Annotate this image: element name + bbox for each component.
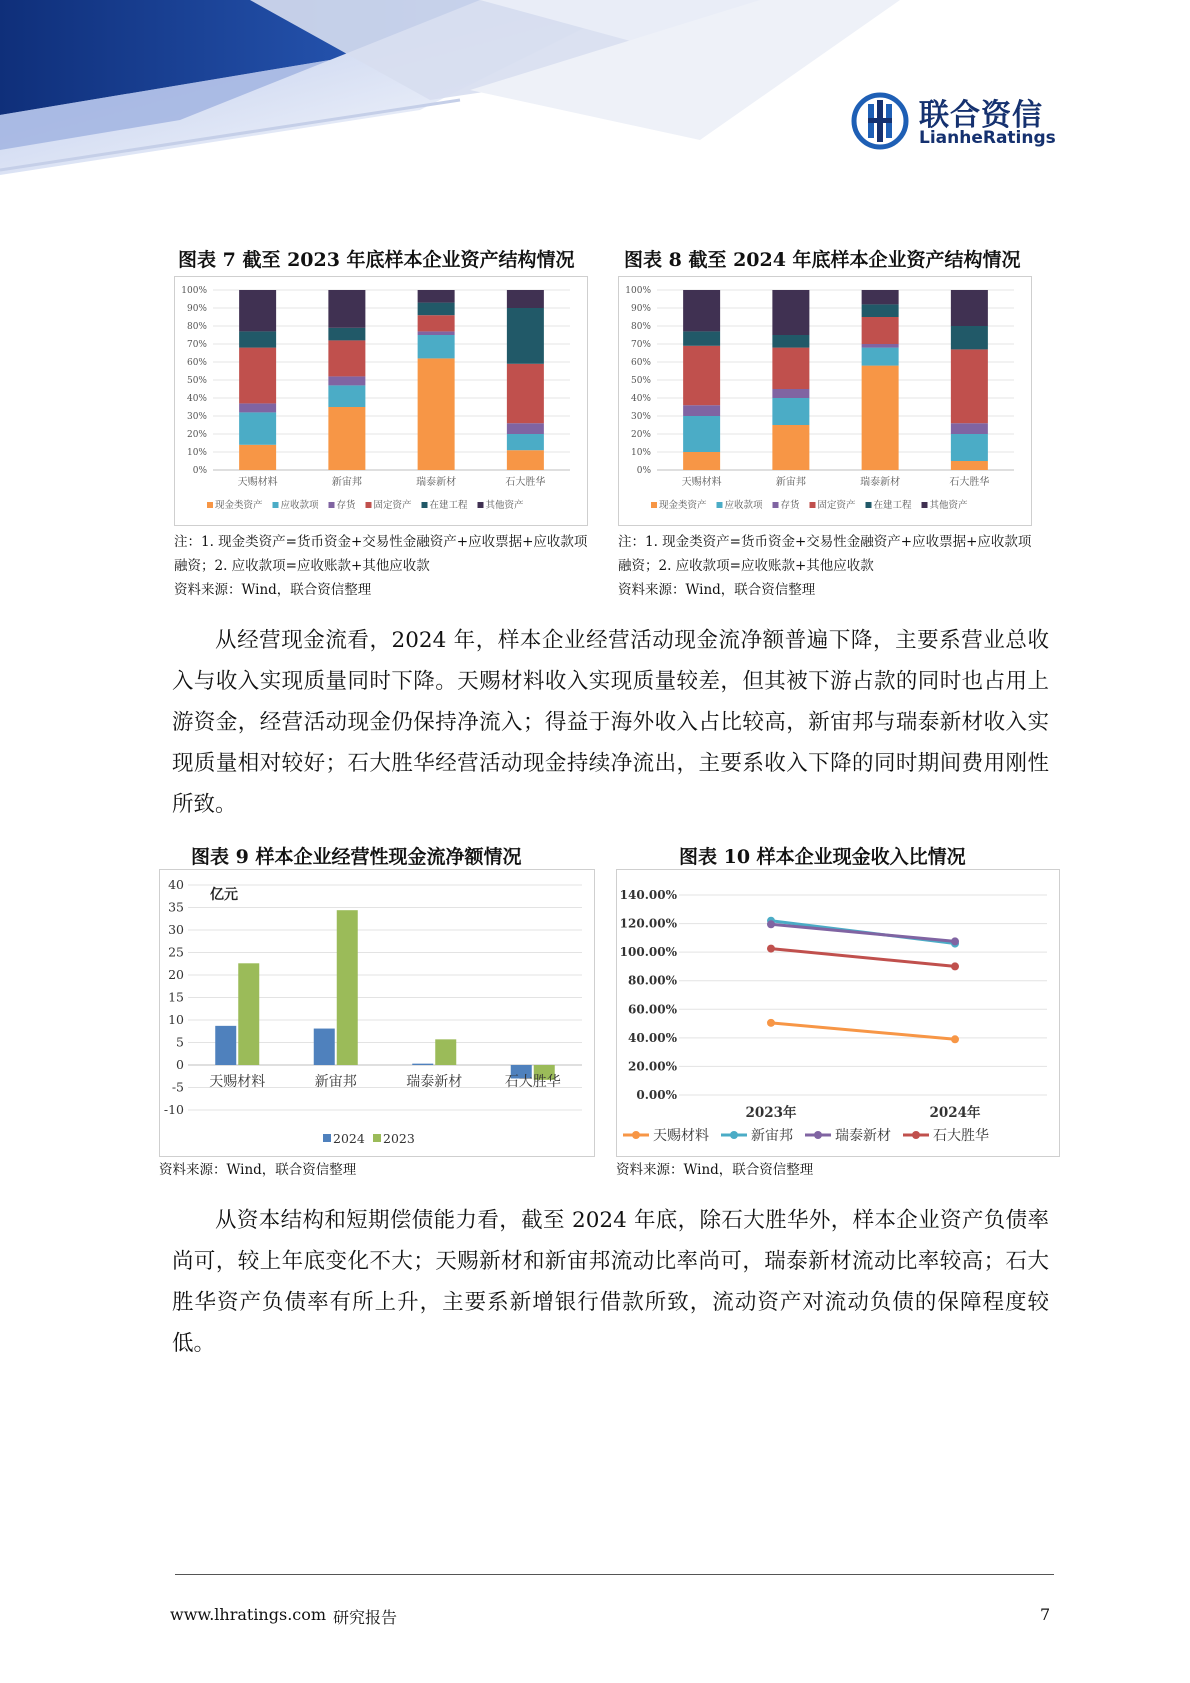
fig10-ytick-label: 0.00% (636, 1088, 677, 1102)
fig8-bar-segment (862, 304, 899, 317)
fig9-legend-swatch (323, 1134, 331, 1142)
footer-report-type: 研究报告 (333, 1608, 398, 1627)
fig9-ytick-label: 10 (168, 1012, 184, 1027)
fig8-ytick-label: 100% (625, 286, 651, 296)
fig7-chart (174, 276, 588, 526)
fig7-source: 资料来源：Wind，联合资信整理 (174, 582, 372, 598)
fig8-category-label: 石大胜华 (949, 477, 990, 488)
fig7-legend-label: 应收款项 (280, 500, 319, 511)
fig7-ytick-label: 60% (186, 358, 207, 368)
fig9-bar (435, 1039, 456, 1065)
fig7-bar-segment (507, 423, 544, 434)
fig10-ytick-label: 40.00% (628, 1030, 677, 1045)
fig7-legend-swatch (366, 502, 372, 508)
fig10-chart (616, 869, 1060, 1157)
fig9-bar (337, 910, 358, 1065)
fig9-bar (314, 1029, 335, 1065)
fig8-title: 图表 8 截至 2024 年底样本企业资产结构情况 (624, 249, 1021, 271)
fig7-ytick-label: 30% (186, 412, 207, 422)
fig8-legend-swatch (866, 502, 872, 508)
fig7-bar-segment (418, 331, 455, 335)
fig8-ytick-label: 20% (630, 430, 651, 440)
fig7-legend-swatch (207, 502, 213, 508)
fig7-bar-segment (239, 290, 276, 331)
fig7-ytick-label: 80% (186, 322, 207, 332)
fig7-ytick-label: 0% (192, 466, 207, 476)
fig9-bar (412, 1064, 433, 1065)
fig10-series-line (771, 949, 955, 967)
logo-english-name: LianheRatings (919, 128, 1056, 148)
fig8-ytick-label: 50% (630, 376, 651, 386)
fig10-legend-label: 石大胜华 (933, 1128, 989, 1144)
fig9-ytick-label: -10 (163, 1102, 184, 1117)
fig10-ytick-label: 60.00% (628, 1002, 677, 1017)
fig8-ytick-label: 30% (630, 412, 651, 422)
fig8-ytick-label: 90% (630, 304, 651, 314)
fig7-ytick-label: 10% (186, 448, 207, 458)
fig8-bar-segment (862, 317, 899, 344)
fig8-legend-swatch (922, 502, 928, 508)
fig7-bar-segment (507, 290, 544, 308)
fig9-ytick-label: -5 (171, 1079, 184, 1095)
fig8-chart (618, 276, 1032, 526)
fig7-legend-label: 存货 (336, 500, 356, 511)
fig7-bar-segment (328, 407, 365, 470)
fig7-legend-label: 在建工程 (429, 500, 468, 511)
fig10-data-point (951, 937, 959, 945)
fig8-legend-label: 固定资产 (817, 500, 856, 511)
fig7-bar-segment (507, 434, 544, 450)
fig9-legend-swatch (373, 1134, 381, 1142)
fig7-bar-segment (239, 412, 276, 444)
fig9-category-label: 新宙邦 (314, 1074, 357, 1090)
fig10-title: 图表 10 样本企业现金收入比情况 (679, 846, 966, 868)
fig7-note: 注：1. 现金类资产=货币资金+交易性金融资产+应收票据+应收款项融资；2. 应收款项=应收账款+其他应收款 (174, 534, 588, 574)
fig8-ytick-label: 60% (630, 358, 651, 368)
fig7-bar-segment (328, 290, 365, 328)
fig7-bar-segment (239, 445, 276, 470)
fig10-source: 资料来源：Wind，联合资信整理 (616, 1162, 814, 1178)
fig8-bar-segment (772, 389, 809, 398)
fig7-legend-swatch (329, 502, 335, 508)
fig8-bar-segment (772, 398, 809, 425)
fig8-bar-segment (862, 290, 899, 304)
fig10-legend-label: 瑞泰新材 (835, 1128, 891, 1144)
fig8-bar-segment (772, 425, 809, 470)
fig9-ytick-label: 40 (168, 877, 184, 892)
fig7-category-label: 天赐材料 (237, 477, 278, 488)
fig7-bar-segment (328, 376, 365, 385)
footer-divider (175, 1574, 1054, 1575)
fig8-category-label: 天赐材料 (681, 477, 722, 488)
fig10-ytick-label: 80.00% (628, 973, 677, 988)
fig10-series-line (771, 1023, 955, 1039)
fig8-bar-segment (683, 416, 720, 452)
fig10-legend-marker (912, 1131, 920, 1139)
fig7-bar-segment (418, 358, 455, 470)
fig8-bar-segment (683, 346, 720, 405)
body-paragraph-capital-structure: 从资本结构和短期偿债能力看，截至 2024 年底，除石大胜华外，样本企业资产负债率尚可，较上年底变化不大；天赐新材和新宙邦流动比率尚可，瑞泰新材流动比率较高；石大胜华资产负债率有所上升，主要系新增银行借款所致，流动资产对流动负债的保障程度较低。 (172, 1208, 1049, 1356)
fig7-legend-swatch (273, 502, 279, 508)
fig8-bar-segment (683, 452, 720, 470)
fig9-legend-label: 2024 (333, 1131, 365, 1146)
fig10-ytick-label: 100.00% (619, 945, 677, 960)
fig9-ytick-label: 20 (168, 967, 184, 982)
fig9-ytick-label: 5 (176, 1034, 184, 1050)
fig8-ytick-label: 70% (630, 340, 651, 350)
fig10-legend-label: 天赐材料 (653, 1128, 709, 1144)
fig9-ytick-label: 15 (168, 989, 184, 1005)
fig10-data-point (767, 945, 775, 953)
fig7-legend-label: 现金类资产 (215, 500, 263, 511)
fig10-data-point (767, 1019, 775, 1027)
fig7-bar-segment (418, 303, 455, 316)
fig8-legend-label: 现金类资产 (659, 500, 707, 511)
fig9-bar (238, 963, 259, 1065)
fig8-bar-segment (951, 434, 988, 461)
fig8-legend-label: 在建工程 (873, 500, 912, 511)
fig8-category-label: 新宙邦 (775, 477, 806, 488)
fig9-title: 图表 9 样本企业经营性现金流净额情况 (191, 846, 522, 868)
fig8-legend-swatch (773, 502, 779, 508)
fig7-ytick-label: 40% (186, 394, 207, 404)
fig9-chart (159, 869, 595, 1157)
fig8-ytick-label: 0% (636, 466, 651, 476)
fig8-bar-segment (683, 331, 720, 345)
fig9-ytick-label: 30 (168, 922, 184, 937)
fig8-category-label: 瑞泰新材 (860, 477, 901, 488)
fig7-bar-segment (328, 385, 365, 407)
fig8-bar-segment (951, 461, 988, 470)
fig8-bar-segment (951, 423, 988, 434)
fig8-bar-segment (862, 348, 899, 366)
fig7-legend-label: 固定资产 (373, 500, 412, 511)
fig10-legend-marker (632, 1131, 640, 1139)
fig7-bar-segment (328, 328, 365, 341)
fig7-bar-segment (418, 290, 455, 303)
fig7-legend-label: 其他资产 (485, 500, 524, 511)
fig9-category-label: 天赐材料 (209, 1074, 266, 1090)
fig7-category-label: 石大胜华 (505, 477, 546, 488)
fig10-ytick-label: 140.00% (619, 888, 677, 902)
fig9-unit-label: 亿元 (210, 887, 238, 903)
fig10-legend-marker (730, 1131, 738, 1139)
fig7-bar-segment (418, 335, 455, 358)
fig9-bar (215, 1026, 236, 1065)
fig10-data-point (767, 920, 775, 928)
fig10-ytick-label: 20.00% (628, 1059, 677, 1074)
fig8-bar-segment (772, 348, 809, 389)
fig7-ytick-label: 50% (186, 376, 207, 386)
fig7-bar-segment (418, 315, 455, 331)
fig7-bar-segment (239, 348, 276, 404)
fig7-ytick-label: 90% (186, 304, 207, 314)
footer-website: www.lhratings.com (170, 1605, 327, 1624)
fig10-legend-marker (814, 1131, 822, 1139)
fig7-bar-segment (239, 403, 276, 412)
fig10-series-line (771, 924, 955, 941)
fig9-ytick-label: 25 (168, 944, 184, 960)
fig8-bar-segment (683, 405, 720, 416)
fig8-bar-segment (772, 335, 809, 348)
fig9-category-label: 石大胜华 (504, 1074, 561, 1090)
fig9-legend-label: 2023 (383, 1131, 415, 1146)
fig8-legend-swatch (717, 502, 723, 508)
fig10-legend-label: 新宙邦 (751, 1128, 793, 1144)
body-paragraph-cashflow: 从经营现金流看，2024 年，样本企业经营活动现金流净额普遍下降，主要系营业总收入与收入实现质量同时下降。天赐材料收入实现质量较差，但其被下游占款的同时也占用上游资金，经营活动现金仍保持净流入；得益于海外收入占比较高，新宙邦与瑞泰新材收入实现质量相对较好；石大胜华经营活动现金持续净流出，主要系收入下降的同时期间费用刚性所致。 (172, 628, 1049, 817)
fig7-bar-segment (507, 364, 544, 423)
fig10-data-point (951, 962, 959, 970)
fig8-legend-label: 存货 (780, 500, 800, 511)
fig9-category-label: 瑞泰新材 (406, 1074, 463, 1090)
fig10-data-point (951, 1035, 959, 1043)
fig9-source: 资料来源：Wind，联合资信整理 (159, 1162, 357, 1178)
fig8-legend-swatch (651, 502, 657, 508)
fig7-ytick-label: 20% (186, 430, 207, 440)
fig9-ytick-label: 35 (168, 899, 184, 915)
fig7-legend-swatch (478, 502, 484, 508)
fig8-ytick-label: 40% (630, 394, 651, 404)
fig8-legend-label: 应收款项 (724, 500, 763, 511)
fig8-bar-segment (951, 326, 988, 349)
fig9-ytick-label: 0 (176, 1057, 184, 1072)
fig7-ytick-label: 70% (186, 340, 207, 350)
fig8-ytick-label: 10% (630, 448, 651, 458)
fig7-legend-swatch (422, 502, 428, 508)
fig8-legend-label: 其他资产 (929, 500, 968, 511)
fig10-x-label: 2024年 (929, 1105, 981, 1121)
fig7-bar-segment (507, 450, 544, 470)
fig7-title: 图表 7 截至 2023 年底样本企业资产结构情况 (178, 249, 575, 271)
fig7-category-label: 瑞泰新材 (416, 477, 457, 488)
lianhe-logo-icon (851, 92, 909, 150)
page-number: 7 (1040, 1605, 1051, 1624)
fig7-ytick-label: 100% (181, 286, 207, 296)
fig8-bar-segment (951, 290, 988, 326)
fig8-bar-segment (862, 366, 899, 470)
fig7-bar-segment (507, 308, 544, 364)
fig7-bar-segment (328, 340, 365, 376)
logo-chinese-name: 联合资信 (919, 98, 1043, 133)
fig10-ytick-label: 120.00% (619, 916, 677, 931)
fig8-bar-segment (683, 290, 720, 331)
fig8-ytick-label: 80% (630, 322, 651, 332)
fig10-x-label: 2023年 (745, 1105, 797, 1121)
fig8-source: 资料来源：Wind，联合资信整理 (618, 582, 816, 598)
fig8-note: 注：1. 现金类资产=货币资金+交易性金融资产+应收票据+应收款项融资；2. 应收款项=应收账款+其他应收款 (618, 534, 1032, 574)
fig7-category-label: 新宙邦 (331, 477, 362, 488)
fig7-bar-segment (239, 331, 276, 347)
fig8-bar-segment (862, 344, 899, 348)
fig8-bar-segment (772, 290, 809, 335)
fig8-bar-segment (951, 349, 988, 423)
fig8-legend-swatch (810, 502, 816, 508)
